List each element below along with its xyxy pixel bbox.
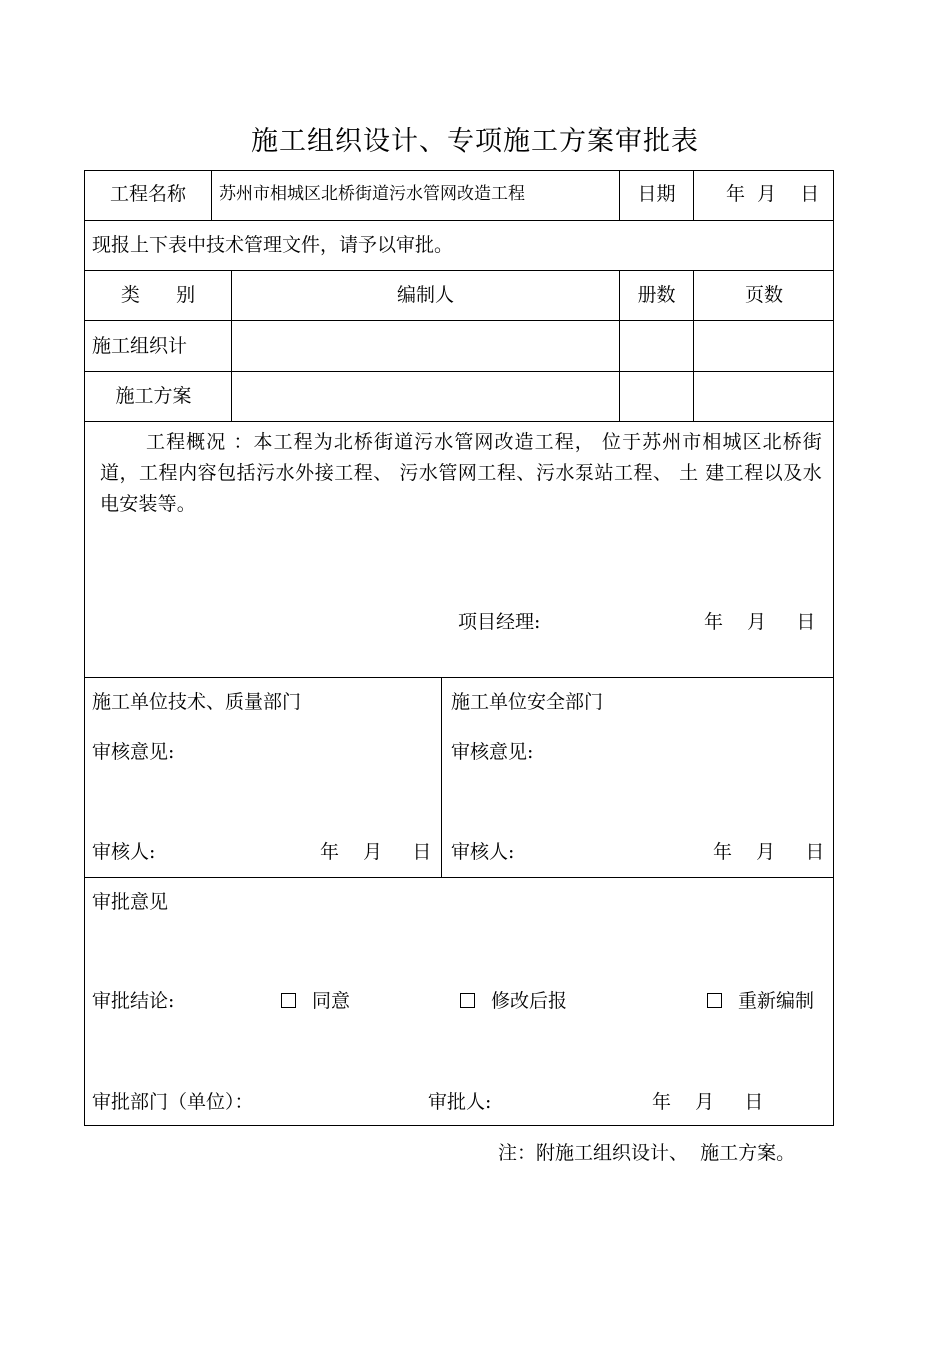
revise-option-label: 修改后报 (491, 990, 568, 1012)
project-overview: 工程概况 ：本工程为北桥街道污水管网改造工程， 位于苏州市相城区北桥街道，工程内容包括污水外接工程、 污水管网工程、污水泵站工程、 土 建工程以及水电安装等。 (100, 431, 822, 515)
project-name-label: 工程名称 (109, 183, 186, 205)
row-divider (84, 220, 834, 221)
row-divider (84, 421, 834, 422)
revise-checkbox[interactable] (460, 993, 475, 1008)
category-header: 类 别 (120, 284, 196, 306)
approval-date: 年 月 日 (652, 1091, 764, 1113)
agree-option-label: 同意 (312, 990, 351, 1012)
tech-quality-dept: 施工单位技术、质量部门 (92, 691, 302, 713)
category-cell: 施工方案 (115, 385, 192, 407)
author-header: 编制人 (396, 284, 454, 306)
volumes-header: 册数 (637, 284, 676, 306)
recompile-option-label: 重新编制 (738, 990, 815, 1012)
date-value: 年 月 日 (726, 183, 820, 205)
row-divider (84, 371, 834, 372)
row-divider (84, 677, 834, 678)
pages-header: 页数 (744, 284, 783, 306)
reviewer-label: 审核人: (451, 841, 515, 863)
agree-checkbox[interactable] (281, 993, 296, 1008)
row-divider (84, 270, 834, 271)
col-divider (441, 677, 442, 877)
footnote: 注：附施工组织设计、 施工方案。 (498, 1142, 796, 1164)
review-opinion-label: 审核意见: (92, 741, 175, 763)
recompile-checkbox[interactable] (707, 993, 722, 1008)
date-label: 日期 (637, 183, 676, 205)
review-opinion-label: 审核意见: (451, 741, 534, 763)
manager-date: 年 月 日 (704, 611, 816, 633)
approval-opinion-label: 审批意见 (92, 891, 169, 913)
reviewer-date: 年 月 日 (320, 841, 432, 863)
approval-dept-label: 审批部门（单位）： (92, 1091, 254, 1113)
row-divider (84, 320, 834, 321)
category-cell: 施工组织计 (92, 335, 188, 357)
row-divider (84, 877, 834, 878)
project-manager-label: 项目经理: (458, 611, 541, 633)
project-name-value: 苏州市相城区北桥街道污水管网改造工程 (219, 184, 525, 204)
submit-text: 现报上下表中技术管理文件，请予以审批。 (92, 234, 454, 256)
col-divider (693, 170, 694, 220)
form-title: 施工组织设计、专项施工方案审批表 (251, 126, 699, 157)
approval-form-table (84, 170, 834, 1126)
reviewer-label: 审核人: (92, 841, 156, 863)
approver-label: 审批人: (428, 1091, 492, 1113)
col-divider (211, 170, 212, 220)
reviewer-date: 年 月 日 (713, 841, 825, 863)
approval-conclusion-label: 审批结论: (92, 990, 175, 1012)
safety-dept: 施工单位安全部门 (451, 691, 604, 713)
